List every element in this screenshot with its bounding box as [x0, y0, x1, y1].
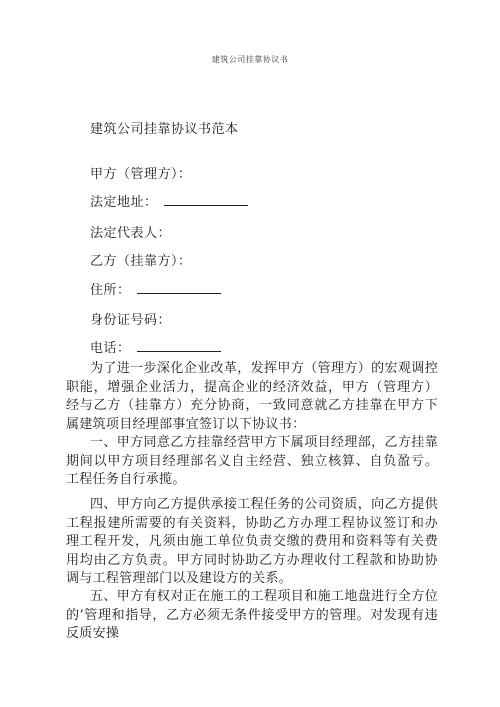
party-b-line [90, 250, 192, 269]
id-number-label: 身份证号码： [90, 313, 172, 328]
residence-label: 住所： [90, 283, 131, 298]
address-label: 法定地址： [90, 195, 158, 210]
id-number-line [90, 309, 171, 328]
document-title: 建筑公司挂靠协议书范本 [90, 122, 239, 137]
residence-blank [137, 283, 221, 294]
legal-rep-line [90, 222, 171, 241]
residence-line [90, 279, 221, 298]
clause-1-paragraph: 一、甲方同意乙方挂靠经营甲方下属项目经理部，乙方挂靠期间以甲方项目经理部名义自主经营、独立核算、自负盈亏。工程任务自行承揽。 [66, 435, 438, 487]
phone-label: 电话： [90, 341, 131, 356]
phone-line [90, 337, 221, 356]
party-b-label: 乙方（挂靠方）： [90, 254, 192, 269]
phone-blank [137, 341, 221, 352]
party-a-line [90, 163, 192, 182]
party-a-label: 甲方（管理方）： [90, 167, 192, 182]
address-line [90, 191, 248, 210]
intro-paragraph: 为了进一步深化企业改革，发挥甲方（管理方）的宏观调控职能，增强企业活力，提高企业的经济效益，甲方（管理方）经与乙方（挂靠方）充分协商，一致同意就乙方挂靠在甲方下属建筑项目经理部事宜签订以下协议书： [66, 361, 438, 432]
clause-5-paragraph: 五、甲方有权对正在施工的工程项目和施工地盘进行全方位的’管理和指导，乙方必须无条件接受甲方的管理。对发现有违反质安操 [66, 589, 438, 641]
running-header: 建筑公司挂靠协议书 [211, 55, 289, 64]
legal-rep-label: 法定代表人： [90, 226, 172, 241]
clause-4-paragraph: 四、甲方向乙方提供承接工程任务的公司资质，向乙方提供工程报建所需要的有关资料，协助乙方办理工程协议签订和办理工程开发，凡须由施工单位负责交缴的费用和资料等有关费用均由乙方负责。甲方同时协助乙方办理收付工程款和协助协调与工程管理部门以及建设方的关系。 [66, 497, 438, 586]
address-blank [164, 195, 248, 206]
